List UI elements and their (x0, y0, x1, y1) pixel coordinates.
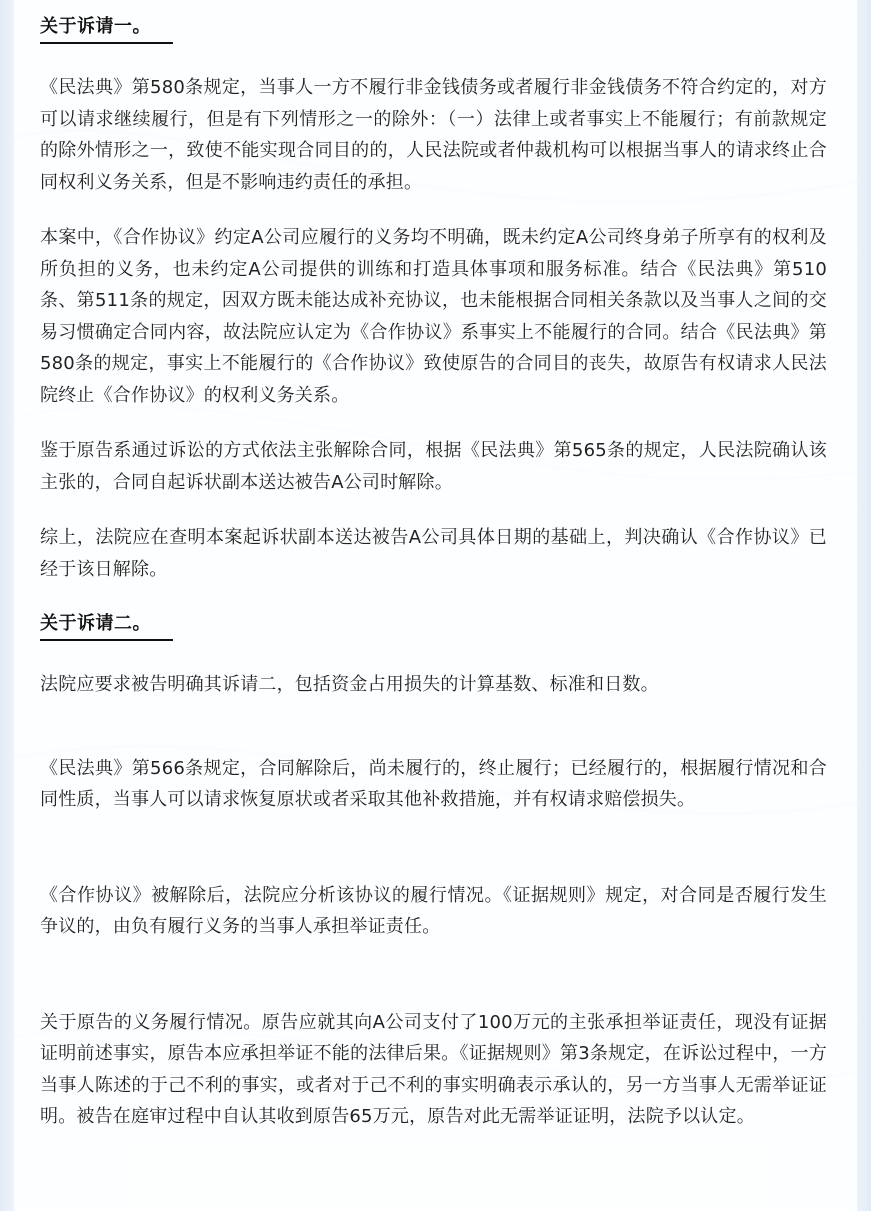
paragraph: 《合作协议》被解除后，法院应分析该协议的履行情况。《证据规则》规定，对合同是否履行发生争议的，由负有履行义务的当事人承担举证责任。 (40, 884, 827, 937)
paragraph: 法院应要求被告明确其诉请二，包括资金占用损失的计算基数、标准和日数。 (40, 674, 659, 695)
article-body (14, 0, 857, 1211)
paragraph: 本案中，《合作协议》约定A公司应履行的义务均不明确，既未约定A公司终身弟子所享有的权利及所负担的义务，也未约定A公司提供的训练和打造具体事项和服务标准。结合《民法典》第510条、第511条的规定，因双方既未能达成补充协议，也未能根据合同相关条款以及当事人之间的交易习惯确定合同内容，故法院应认定为《合作协议》系事实上不能履行的合同。结合《民法典》第580条的规定，事实上不能履行的《合作协议》致使原告的合同目的丧失，故原告有权请求人民法院终止《合作协议》的权利义务关系。 (40, 227, 827, 406)
heading-claim-two: 关于诉请二。 (40, 609, 173, 641)
paragraph: 综上，法院应在查明本案起诉状副本送达被告A公司具体日期的基础上，判决确认《合作协议》已经于该日解除。 (40, 527, 827, 580)
paragraph: 鉴于原告系通过诉讼的方式依法主张解除合同，根据《民法典》第565条的规定，人民法院确认该主张的，合同自起诉状副本送达被告A公司时解除。 (40, 440, 827, 493)
heading-claim-one: 关于诉请一。 (40, 12, 173, 44)
paragraph: 《民法典》第580条规定，当事人一方不履行非金钱债务或者履行非金钱债务不符合约定的，对方可以请求继续履行，但是有下列情形之一的除外：（一）法律上或者事实上不能履行；有前款规定的除外情形之一，致使不能实现合同目的的，人民法院或者仲裁机构可以根据当事人的请求终止合同权利义务关系，但是不影响违约责任的承担。 (40, 77, 827, 193)
section-claim-two (40, 609, 827, 641)
paragraph: 关于原告的义务履行情况。原告应就其向A公司支付了100万元的主张承担举证责任，现没有证据证明前述事实，原告本应承担举证不能的法律后果。《证据规则》第3条规定，在诉讼过程中，一方当事人陈述的于己不利的事实，或者对于己不利的事实明确表示承认的，另一方当事人无需举证证明。被告在庭审过程中自认其收到原告65万元，原告对此无需举证证明，法院予以认定。 (40, 1011, 827, 1127)
right-margin-strip (857, 0, 871, 1211)
section-claim-one (40, 12, 827, 44)
left-margin-strip (0, 0, 14, 1211)
paragraph: 《民法典》第566条规定，合同解除后，尚未履行的，终止履行；已经履行的，根据履行情况和合同性质，当事人可以请求恢复原状或者采取其他补救措施，并有权请求赔偿损失。 (40, 757, 827, 810)
